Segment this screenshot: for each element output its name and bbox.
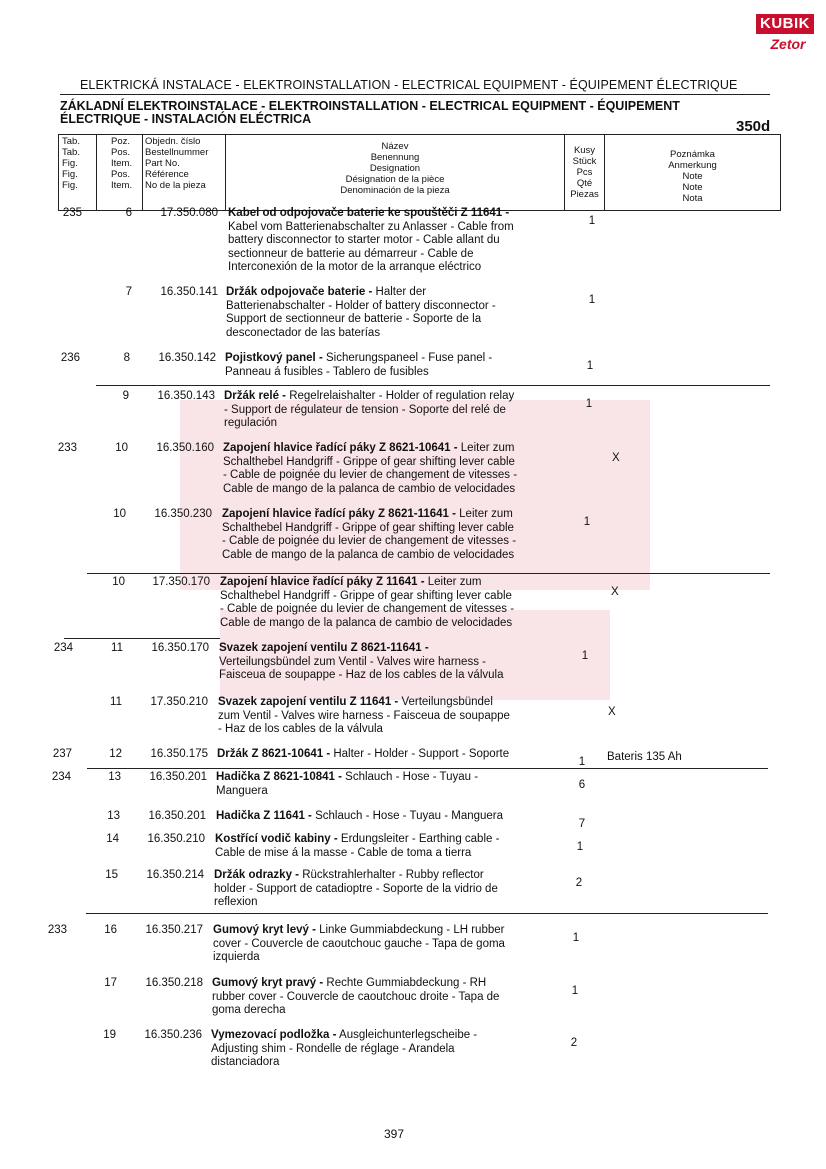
description-bold: Zapojení hlavice řadící páky Z 11641 - (220, 576, 425, 588)
col-name-line: Designation (369, 163, 421, 174)
description-line: izquierda (213, 951, 260, 963)
description-line: - Haz de los cables de la válvula (218, 723, 383, 735)
col-pos-line: Poz. (111, 136, 131, 147)
col-tab-line: Tab. (62, 147, 80, 158)
row-note: Bateris 135 Ah (607, 751, 682, 763)
row-part-number: 16.350.214 (146, 869, 204, 881)
description-tail: Halter der (372, 286, 427, 298)
col-header-note (604, 135, 780, 210)
col-note-line: Note (682, 182, 703, 193)
row-part-number: 17.350.080 (160, 207, 218, 219)
description-tail: Schlauch - Hose - Tuyau - (341, 771, 479, 783)
description-line: Interconexión de la motor de la arranque eléctrico (228, 261, 482, 273)
row-separator (87, 768, 768, 769)
row-quantity: 1 (588, 294, 596, 306)
description-bold: Zapojení hlavice řadící páky Z 8621-11641 - (222, 508, 456, 520)
row-part-number: 16.350.236 (144, 1029, 202, 1041)
description-line: Schalthebel Handgriff - Grippe of gear shifting lever cable (223, 455, 515, 468)
description-line (225, 352, 557, 366)
col-qty-line: Pcs (576, 167, 593, 178)
col-qty-line: Stück (572, 156, 597, 167)
col-pos-line: Item. (111, 180, 133, 191)
col-header-pos (96, 135, 142, 210)
description-bold: Hadička Z 11641 - (216, 810, 312, 822)
col-header-name (225, 135, 564, 210)
description-line: - Support de régulateur de tension - Soporte del relé de (224, 403, 506, 416)
row-separator (86, 913, 768, 914)
row-position: 19 (103, 1029, 116, 1041)
row-description (225, 352, 557, 379)
description-bold: Pojistkový panel - (225, 352, 323, 364)
title-divider (60, 94, 770, 95)
row-description (213, 924, 545, 965)
description-bold: Držák odrazky - (214, 869, 300, 881)
col-pos-line: Pos. (111, 147, 131, 158)
description-line (219, 642, 551, 656)
row-part-number: 16.350.142 (158, 352, 216, 364)
description-line: Schalthebel Handgriff - Grippe of gear shifting lever cable (222, 521, 514, 534)
row-quantity: 1 (572, 932, 580, 944)
description-line: cover - Couvercle de caoutchouc gauche - Tapa de goma (213, 937, 505, 950)
row-description (226, 286, 558, 340)
row-quantity: 6 (578, 779, 586, 791)
col-name-line: Benennung (370, 152, 420, 163)
row-quantity: 1 (576, 841, 584, 853)
row-position: 16 (104, 924, 117, 936)
row-description (218, 696, 550, 737)
row-description (212, 977, 544, 1018)
col-qty-line: Qté (576, 178, 593, 189)
description-line: regulación (224, 417, 278, 429)
row-part-number: 16.350.143 (157, 390, 215, 402)
logo-zetor-text: Zetor (770, 36, 806, 52)
description-bold: Svazek zapojení ventilu Z 8621-11641 - (219, 642, 429, 654)
row-description (222, 508, 554, 562)
row-separator (64, 638, 220, 639)
description-bold: Gumový kryt pravý - (212, 977, 324, 989)
description-line: battery disconnector to starter motor - Cable allant du (228, 234, 500, 246)
description-line (216, 810, 548, 824)
subsection-title (60, 100, 740, 126)
col-qty-line: Kusy (573, 145, 596, 156)
row-tab: 236 (60, 352, 80, 364)
col-header-qty (564, 135, 604, 210)
description-bold: Držák relé - (224, 390, 287, 402)
description-line: Cable de mango de la palanca de cambio de velocidades (222, 548, 515, 561)
col-part-line: No de la pieza (145, 180, 206, 191)
row-position: 10 (113, 508, 126, 520)
row-tab: 233 (47, 924, 67, 936)
description-line (211, 1029, 543, 1043)
description-line: Support de sectionneur de batterie - Soporte de la (226, 313, 482, 325)
description-tail: Leiter zum (455, 508, 513, 520)
row-description (223, 442, 555, 496)
row-tab: 233 (57, 442, 77, 454)
description-tail: Schlauch - Hose - Tuyau - Manguera (311, 810, 504, 822)
row-quantity: 7 (578, 818, 586, 830)
row-quantity: 1 (571, 985, 579, 997)
row-position: 11 (110, 696, 122, 708)
description-line (223, 442, 555, 456)
row-part-number: 16.350.217 (145, 924, 203, 936)
row-position: 12 (109, 748, 122, 760)
row-description (214, 869, 546, 910)
description-bold: Svazek zapojení ventilu Z 11641 - (218, 696, 399, 708)
description-tail: Erdungsleiter - Earthing cable - (337, 833, 500, 845)
row-description (215, 833, 547, 860)
description-line: Faisceua de soupappe - Haz de los cables de la válvula (219, 669, 504, 681)
row-part-number: 16.350.170 (151, 642, 209, 654)
col-note-line: Nota (682, 193, 703, 204)
section-title: ELEKTRICKÁ INSTALACE - ELEKTROINSTALLATION - ELECTRICAL EQUIPMENT - ÉQUIPEMENT ÉLECTRIQUE (80, 78, 738, 92)
logo-kubik-text: KUBIK (756, 14, 814, 34)
col-header-part (142, 135, 225, 210)
description-bold: Držák odpojovače baterie - (226, 286, 373, 298)
row-quantity: 1 (586, 360, 594, 372)
page-number: 397 (384, 1127, 405, 1141)
row-tab: 234 (53, 642, 73, 654)
description-line: - Cable de poignée du levier de changement de vitesses - (222, 535, 517, 547)
col-part-line: Bestellnummer (145, 147, 209, 158)
row-description (228, 207, 560, 275)
description-line: distanciadora (211, 1056, 280, 1068)
description-line: sectionneur de batterie au démarreur - Cable de (228, 247, 474, 260)
description-line (212, 977, 544, 991)
col-pos-line: Item. (111, 158, 133, 169)
description-line: desconectador de las baterías (226, 326, 381, 339)
row-quantity: 1 (585, 398, 593, 410)
description-line: Verteilungsbündel zum Ventil - Valves wire harness - (219, 655, 486, 668)
row-part-number: 16.350.201 (149, 771, 207, 783)
kubik-zetor-logo (756, 14, 814, 56)
description-line: Adjusting shim - Rondelle de réglage - Arandela (211, 1042, 455, 1055)
row-tab: 235 (62, 207, 82, 219)
row-note: X (608, 706, 616, 718)
row-quantity: 1 (583, 516, 591, 528)
description-line (218, 696, 550, 710)
row-description (211, 1029, 543, 1070)
description-line (220, 576, 552, 590)
description-tail: Leiter zum (424, 576, 482, 588)
description-line: rubber cover - Couvercle de caoutchouc droite - Tapa de (212, 990, 500, 1003)
row-position: 17 (104, 977, 117, 989)
row-position: 13 (108, 771, 121, 783)
row-note: X (612, 452, 620, 464)
col-note-line: Note (682, 171, 703, 182)
row-position: 9 (122, 390, 129, 402)
col-tab-line: Tab. (62, 136, 80, 147)
row-quantity: 1 (581, 650, 589, 662)
description-bold: Držák Z 8621-10641 - (217, 748, 331, 760)
description-line: Kabel vom Batterienabschalter zu Anlasser - Cable from (228, 220, 514, 233)
row-description (224, 390, 556, 431)
description-tail: Ausgleichunterlegscheibe - (336, 1029, 478, 1041)
row-part-number: 16.350.230 (154, 508, 212, 520)
description-bold: Kostřící vodič kabiny - (215, 833, 338, 845)
subsection-title-line1: ZÁKLADNÍ ELEKTROINSTALACE - ELEKTROINSTALLATION - ELECTRICAL EQUIPMENT - ÉQUIPEMENT (60, 99, 680, 113)
row-part-number: 16.350.175 (150, 748, 208, 760)
description-tail: Regelrelaishalter - Holder of regulation relay (286, 390, 515, 402)
row-note: X (611, 586, 619, 598)
description-bold: Vymezovací podložka - (211, 1029, 337, 1041)
description-line: Manguera (216, 784, 268, 797)
row-separator (87, 573, 770, 574)
description-line: goma derecha (212, 1004, 286, 1016)
description-line (226, 286, 558, 300)
description-line (228, 207, 560, 221)
page-code: 350d (736, 118, 771, 135)
row-position: 8 (123, 352, 130, 364)
description-line: - Cable de poignée du levier de changement de vitesses - (220, 603, 515, 615)
row-description (220, 576, 552, 630)
description-line: Cable de mango de la palanca de cambio de velocidades (223, 482, 516, 495)
description-tail: Rechte Gummiabdeckung - RH (323, 977, 487, 989)
row-quantity: 1 (578, 756, 586, 768)
description-tail: Rückstrahlerhalter - Rubby reflector (299, 869, 484, 881)
col-name-line: Denominación de la pieza (340, 185, 450, 196)
col-part-line: Objedn. číslo (145, 136, 201, 147)
row-description (216, 810, 548, 824)
row-part-number: 16.350.201 (148, 810, 206, 822)
col-name-line: Název (381, 141, 409, 152)
row-quantity: 1 (588, 215, 596, 227)
row-part-number: 17.350.170 (152, 576, 210, 588)
description-line (216, 771, 548, 785)
description-line: zum Ventil - Valves wire harness - Faisceua de soupappe (218, 709, 510, 722)
subsection-title-line2: ÉLECTRIQUE - INSTALACIÓN ELÉCTRICA (60, 112, 312, 126)
description-bold: Zapojení hlavice řadící páky Z 8621-10641 - (223, 442, 458, 454)
description-line (222, 508, 554, 522)
row-quantity: 2 (570, 1037, 578, 1049)
row-tab: 237 (52, 748, 72, 760)
row-part-number: 16.350.141 (160, 286, 218, 298)
col-part-line: Part No. (145, 158, 180, 169)
description-tail: Sicherungspaneel - Fuse panel - (322, 352, 493, 364)
col-tab-line: Fig. (62, 180, 78, 191)
row-position: 10 (115, 442, 128, 454)
row-position: 7 (125, 286, 132, 298)
description-bold: Kabel od odpojovače baterie ke spouštěči Z 11641 - (228, 207, 510, 219)
row-position: 11 (111, 642, 123, 654)
description-tail: Verteilungsbündel (398, 696, 493, 708)
row-quantity: 2 (575, 877, 583, 889)
row-position: 14 (106, 833, 119, 845)
row-position: 6 (125, 207, 132, 219)
col-name-line: Désignation de la pièce (345, 174, 445, 185)
description-line (217, 748, 549, 762)
description-line: Schalthebel Handgriff - Grippe of gear shifting lever cable (220, 589, 512, 602)
col-header-tab (59, 135, 96, 210)
description-line: reflexion (214, 896, 258, 908)
row-tab: 234 (51, 771, 71, 783)
row-description (219, 642, 551, 683)
row-part-number: 16.350.160 (156, 442, 214, 454)
description-line: Cable de mango de la palanca de cambio de velocidades (220, 616, 513, 629)
row-separator (96, 385, 770, 386)
row-part-number: 16.350.218 (145, 977, 203, 989)
row-position: 13 (107, 810, 120, 822)
description-line: Cable de mise á la masse - Cable de toma a tierra (215, 846, 472, 859)
description-line: Batterienabschalter - Holder of battery disconnector - (226, 299, 496, 312)
description-tail: Linke Gummiabdeckung - LH rubber (315, 924, 505, 936)
col-qty-line: Piezas (570, 189, 599, 200)
row-position: 15 (105, 869, 118, 881)
col-note-line: Poznámka (670, 149, 715, 160)
col-tab-line: Fig. (62, 158, 78, 169)
description-bold: Gumový kryt levý - (213, 924, 316, 936)
row-description (217, 748, 549, 762)
description-tail: Leiter zum (457, 442, 515, 454)
description-line (214, 869, 546, 883)
row-part-number: 17.350.210 (150, 696, 208, 708)
table-header (58, 134, 781, 211)
col-note-line: Anmerkung (668, 160, 717, 171)
description-bold: Hadička Z 8621-10841 - (216, 771, 342, 783)
row-part-number: 16.350.210 (147, 833, 205, 845)
row-position: 10 (112, 576, 125, 588)
col-part-line: Référence (145, 169, 189, 180)
description-line: holder - Support de catadioptre - Soporte de la vidrio de (214, 882, 498, 895)
col-pos-line: Pos. (111, 169, 131, 180)
description-line (224, 390, 556, 404)
description-line: - Cable de poignée du levier de changement de vitesses - (223, 469, 518, 481)
col-tab-line: Fig. (62, 169, 78, 180)
row-description (216, 771, 548, 798)
description-line (215, 833, 547, 847)
description-tail: Halter - Holder - Support - Soporte (330, 748, 510, 760)
description-line: Panneau á fusibles - Tablero de fusibles (225, 365, 429, 378)
description-line (213, 924, 545, 938)
